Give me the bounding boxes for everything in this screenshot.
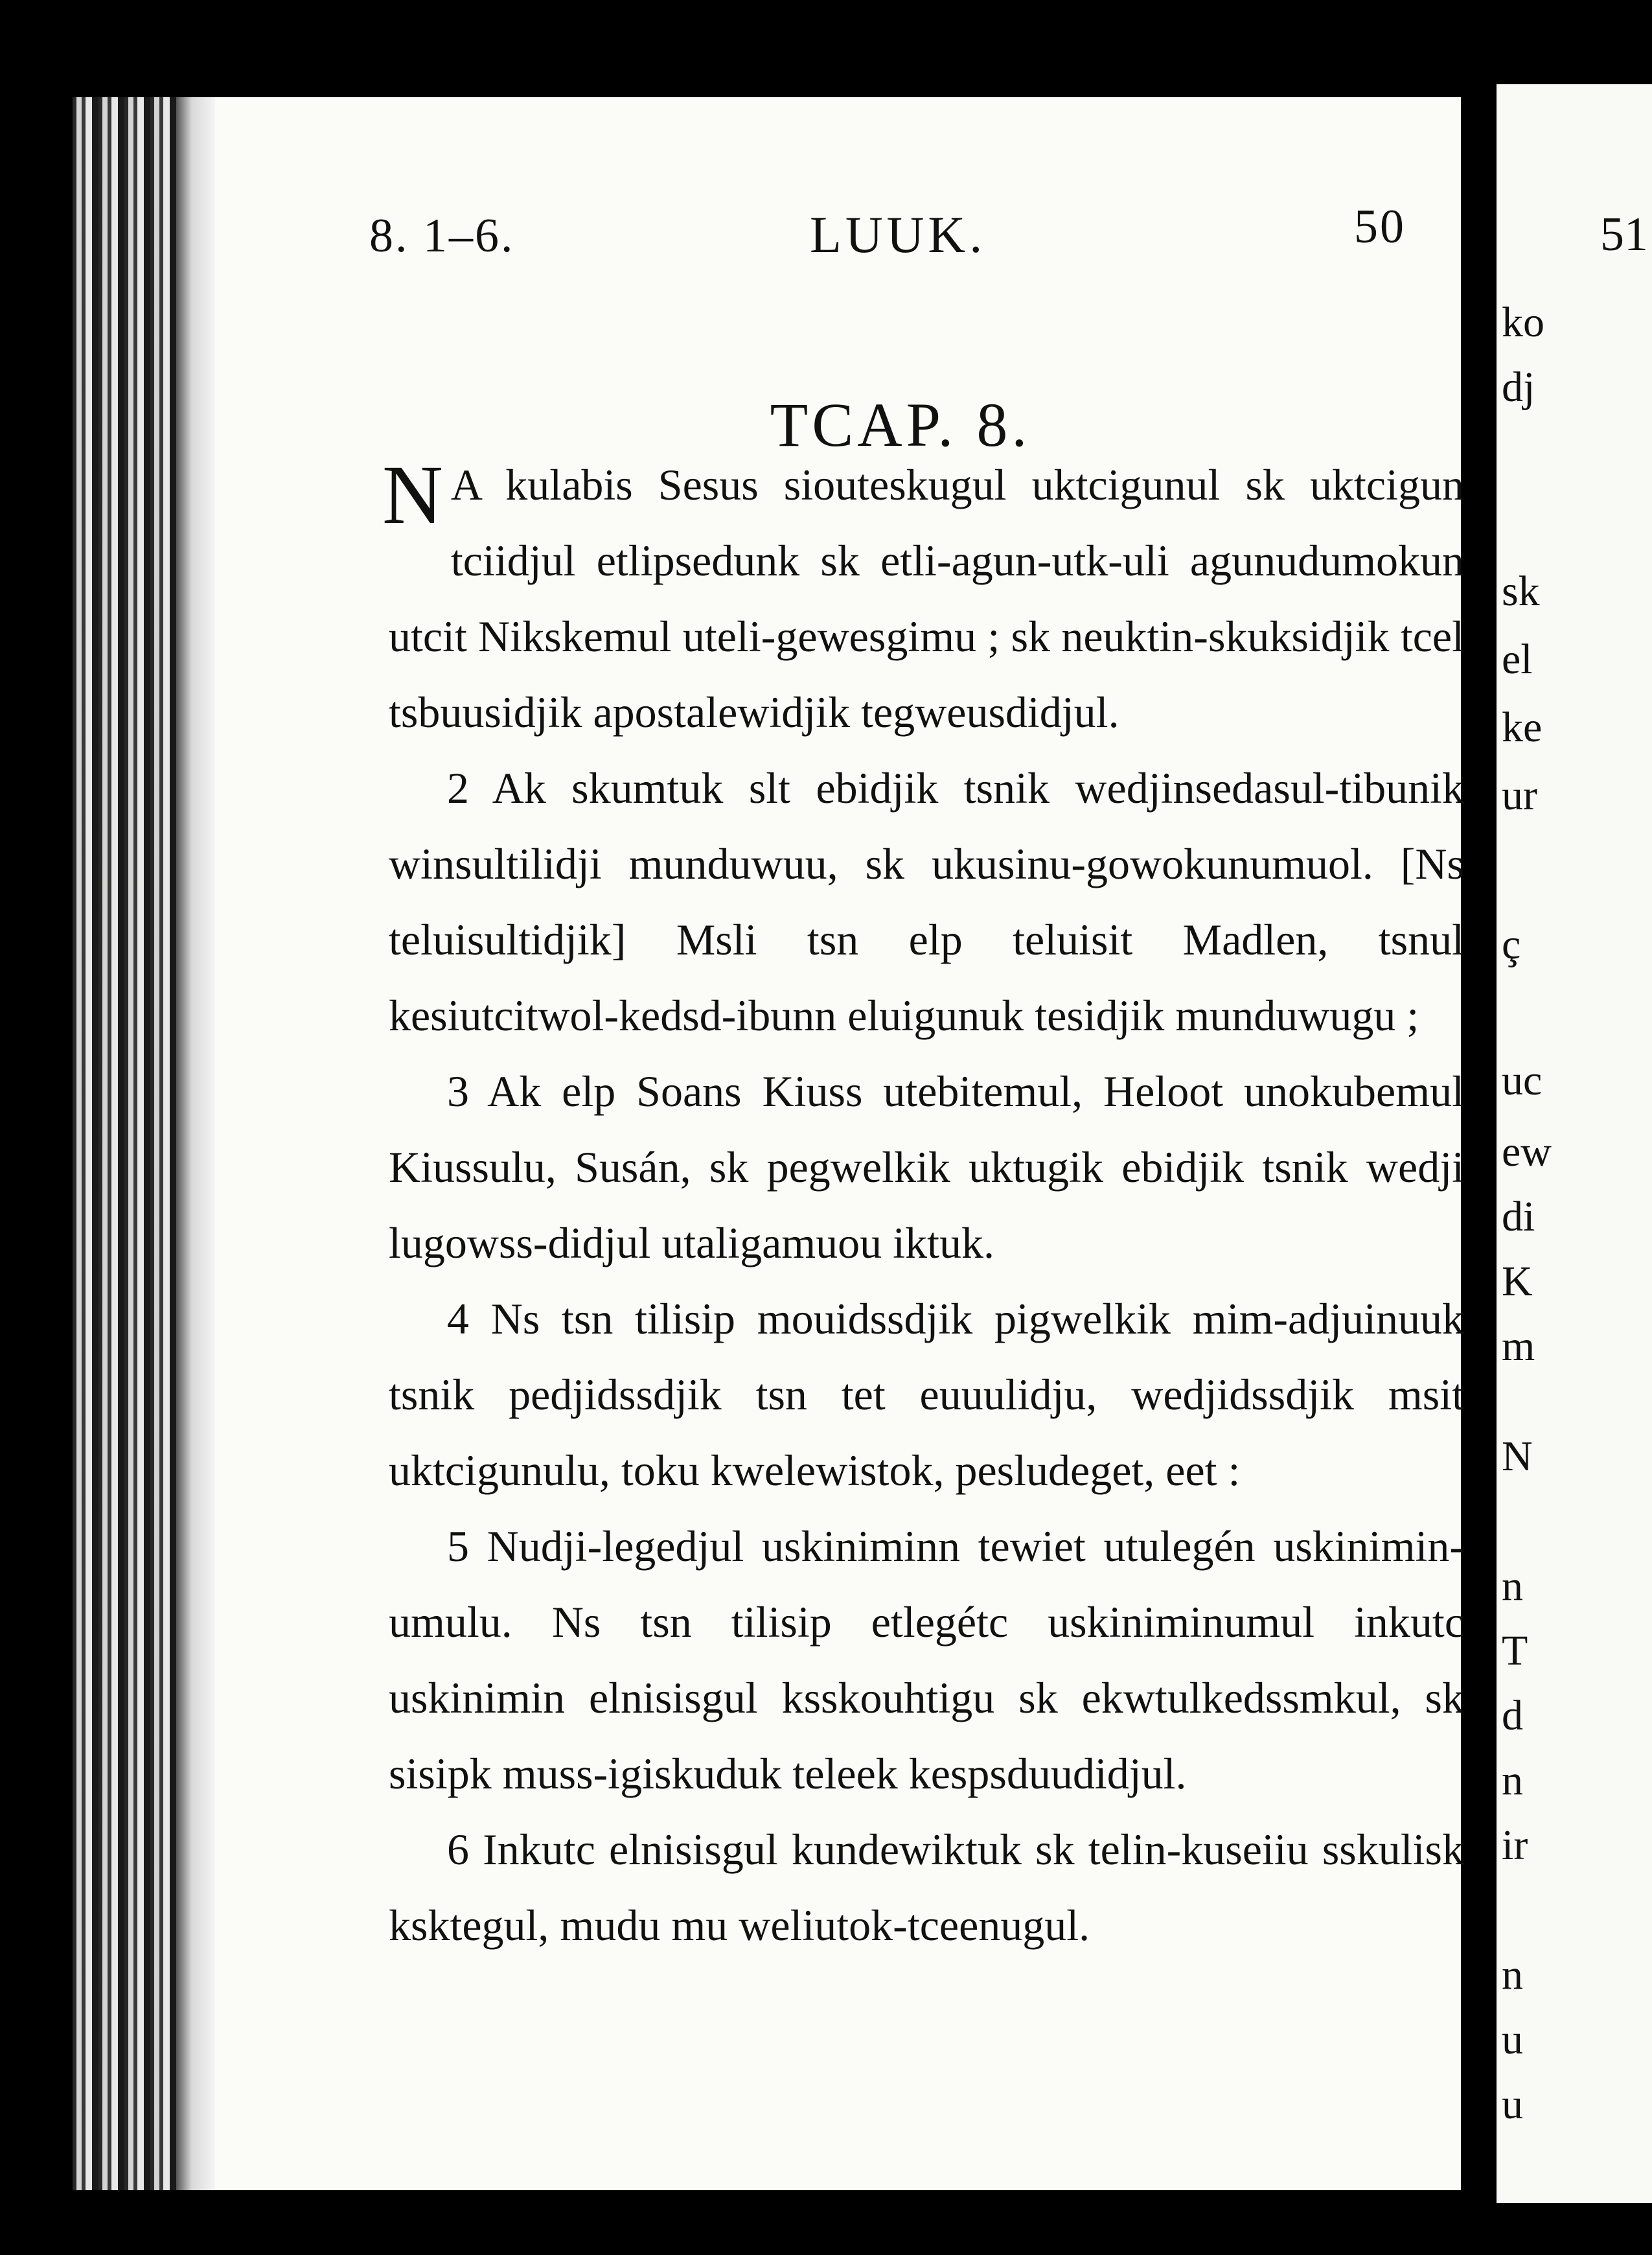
verse-4: 4 Ns tsn tilisip mouidssdjik pigwelkik mim-adjuinuuk tsnik pedjidssdjik tsn tet euuulidju, wedjidssdjik msit uktcigunulu, toku kwelewistok, pesludeget, eet : (389, 1294, 1464, 1495)
right-page-fragment: uc (1502, 1057, 1543, 1104)
right-page-fragment: d (1502, 1692, 1523, 1739)
book-title: LUUK. (810, 207, 987, 264)
right-page-fragment: u (1502, 2016, 1523, 2063)
right-page-number: 51 (1600, 208, 1648, 261)
book-binding (73, 97, 176, 2190)
right-page-fragment: n (1502, 1757, 1523, 1804)
right-page-fragment: ew (1502, 1128, 1552, 1175)
right-page-fragment: el (1502, 636, 1533, 683)
right-page-fragment: ke (1502, 704, 1543, 751)
right-page (1497, 84, 1652, 2203)
chapter-verse-reference: 8. 1–6. (369, 209, 515, 262)
right-page-fragment: sk (1502, 568, 1540, 615)
right-page-fragment: u (1502, 2081, 1523, 2128)
verse-1 (382, 447, 1464, 750)
verse-2: 2 Ak skumtuk slt ebidjik tsnik wedjinsedasul-tibunik winsultilidji munduwuu, sk ukusinu-gowokunumuol. [Ns teluisultidjik] Msli tsn elp teluisit Madlen, tsnul kesiutcitwol-kedsd-ibunn eluigunuk tesidjik munduwugu ; (389, 763, 1464, 1040)
right-page-fragment: n (1502, 1562, 1523, 1610)
body-text (382, 447, 1464, 1963)
verse-3: 3 Ak elp Soans Kiuss utebitemul, Heloot unokubemul Kiussulu, Susán, sk pegwelkik uktugik ebidjik tsnik wedji lugowss-didjul utaligamuou iktuk. (389, 1067, 1464, 1267)
binding-shadow (176, 97, 215, 2190)
drop-cap: N (382, 448, 443, 542)
right-page-fragment: ko (1502, 299, 1544, 346)
verse-5: 5 Nudji-legedjul uskiniminn tewiet utulegén uskinimin-umulu. Ns tsn tilisip etlegétc uskiniminumul inkutc uskinimin elnisisgul ksskouhtigu sk ekwtulkedssmkul, sk sisipk muss-igiskuduk teleek kespsduudidjul. (389, 1521, 1464, 1798)
verse-text: A kulabis Sesus siouteskugul uktcigunul sk uktcigun tciidjul etlipsedunk sk etli-agun-utk-uli agunudumokun utcit Nikskemul uteli-gewesgimu ; sk neuktin-skuksidjik tcel tsbuusidjik apostalewidjik tegweusdidjul. (389, 460, 1464, 737)
chapter-heading: TCAP. 8. (770, 390, 1031, 459)
running-header (369, 200, 1432, 280)
right-page-fragment: K (1502, 1258, 1533, 1305)
verse-6: 6 Inkutc elnisisgul kundewiktuk sk telin-kuseiiu sskulisk ksktegul, mudu mu weliutok-tceenugul. (389, 1825, 1464, 1950)
right-page-fragment: dj (1502, 364, 1535, 411)
right-page-fragment: n (1502, 1951, 1523, 1998)
right-page-fragment: m (1502, 1323, 1535, 1370)
page-number: 50 (1354, 200, 1406, 253)
right-page-fragment: T (1502, 1627, 1528, 1674)
right-page-fragment: ç (1502, 921, 1521, 968)
right-page-fragment: ur (1502, 772, 1537, 819)
right-page-fragment: di (1502, 1193, 1535, 1240)
right-page-fragment: N (1502, 1433, 1533, 1480)
right-page-fragment: ir (1502, 1821, 1528, 1869)
